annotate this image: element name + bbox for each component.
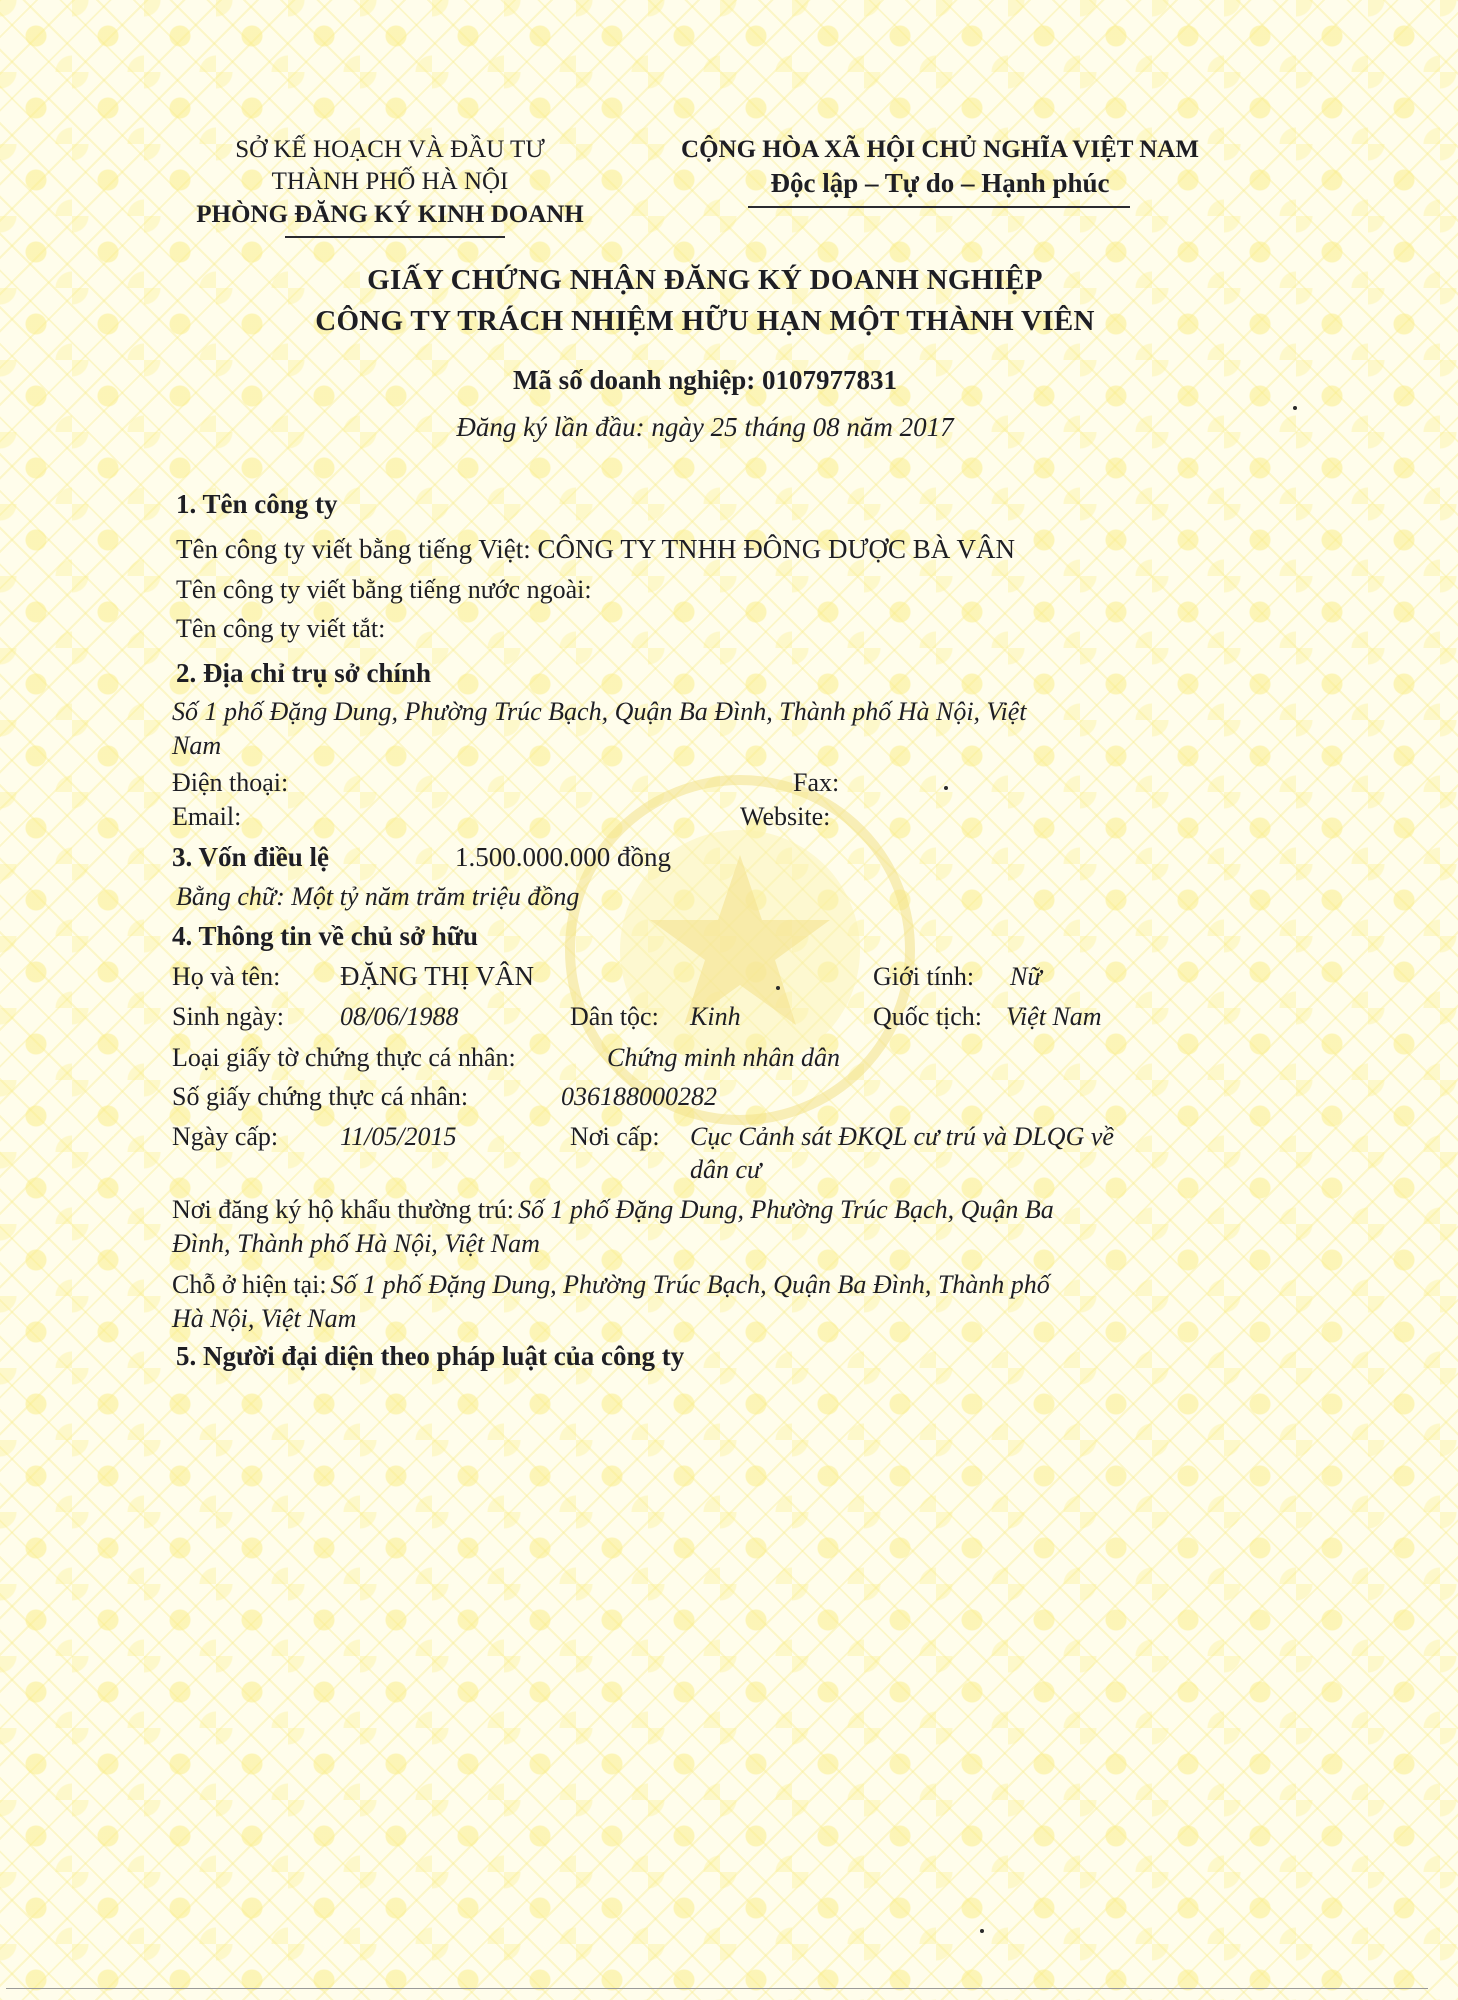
charter-capital-amount: 1.500.000.000 đồng bbox=[455, 842, 671, 872]
first-registration-date: Đăng ký lần đầu: ngày 25 tháng 08 năm 2017 bbox=[456, 412, 954, 442]
permanent-residence-line1: Số 1 phố Đặng Dung, Phường Trúc Bạch, Quận Ba bbox=[518, 1195, 1054, 1224]
website-label: Website: bbox=[740, 802, 831, 831]
current-residence bbox=[172, 1270, 1050, 1300]
section5-heading: 5. Người đại diện theo pháp luật của công ty bbox=[176, 1341, 685, 1371]
id-number-label: Số giấy chứng thực cá nhân: bbox=[172, 1082, 469, 1111]
current-residence-label: Chỗ ở hiện tại: bbox=[172, 1270, 327, 1299]
owner-name-label: Họ và tên: bbox=[172, 962, 281, 991]
scan-speck bbox=[1293, 406, 1297, 410]
company-name-foreign: Tên công ty viết bằng tiếng nước ngoài: bbox=[176, 575, 592, 604]
ethnicity-label: Dân tộc: bbox=[570, 1002, 659, 1031]
gender-label: Giới tính: bbox=[873, 962, 975, 991]
phone-label: Điện thoại: bbox=[172, 768, 289, 797]
scan-speck bbox=[776, 986, 780, 990]
issue-date-label: Ngày cấp: bbox=[172, 1122, 279, 1151]
company-name-short: Tên công ty viết tắt: bbox=[176, 614, 386, 643]
head-office-address-line1: Số 1 phố Đặng Dung, Phường Trúc Bạch, Quận Ba Đình, Thành phố Hà Nội, Việt bbox=[172, 697, 1027, 726]
gender-value: Nữ bbox=[1010, 962, 1042, 991]
header-left-underline bbox=[285, 236, 505, 238]
id-type-value: Chứng minh nhân dân bbox=[607, 1043, 841, 1072]
issue-place-line1: Cục Cảnh sát ĐKQL cư trú và DLQG về bbox=[690, 1122, 1114, 1151]
header-city: THÀNH PHỐ HÀ NỘI bbox=[271, 168, 509, 195]
permanent-residence-label: Nơi đăng ký hộ khẩu thường trú: bbox=[172, 1195, 514, 1224]
ethnicity-value: Kinh bbox=[690, 1002, 741, 1031]
header-republic: CỘNG HÒA XÃ HỘI CHỦ NGHĨA VIỆT NAM bbox=[681, 136, 1199, 163]
current-residence-line2: Hà Nội, Việt Nam bbox=[172, 1304, 357, 1333]
charter-capital-in-words: Bằng chữ: Một tỷ năm trăm triệu đồng bbox=[176, 882, 580, 911]
nationality-label: Quốc tịch: bbox=[873, 1002, 983, 1031]
permanent-residence-line2: Đình, Thành phố Hà Nội, Việt Nam bbox=[172, 1229, 540, 1258]
enterprise-code: Mã số doanh nghiệp: 0107977831 bbox=[512, 365, 898, 395]
owner-name-value: ĐẶNG THỊ VÂN bbox=[340, 961, 534, 991]
section3-heading: 3. Vốn điều lệ bbox=[172, 842, 330, 872]
section4-heading: 4. Thông tin về chủ sở hữu bbox=[172, 921, 479, 951]
head-office-address-line2: Nam bbox=[172, 731, 222, 760]
header-right-underline bbox=[748, 206, 1130, 208]
dob-label: Sinh ngày: bbox=[172, 1002, 284, 1031]
dob-value: 08/06/1988 bbox=[340, 1002, 459, 1031]
permanent-residence bbox=[172, 1195, 1054, 1225]
header-motto: Độc lập – Tự do – Hạnh phúc bbox=[770, 168, 1110, 198]
id-number-value: 036188000282 bbox=[561, 1082, 717, 1111]
document-title: GIẤY CHỨNG NHẬN ĐĂNG KÝ DOANH NGHIỆP bbox=[367, 264, 1043, 296]
fax-label: Fax: bbox=[793, 768, 840, 797]
nationality-value: Việt Nam bbox=[1006, 1002, 1102, 1031]
section2-heading: 2. Địa chỉ trụ sở chính bbox=[176, 658, 431, 688]
scan-speck bbox=[980, 1929, 984, 1933]
issue-place-label: Nơi cấp: bbox=[570, 1122, 660, 1151]
company-type: CÔNG TY TRÁCH NHIỆM HỮU HẠN MỘT THÀNH VIÊN bbox=[315, 305, 1095, 337]
header-office: PHÒNG ĐĂNG KÝ KINH DOANH bbox=[196, 201, 584, 228]
company-name-vietnamese: Tên công ty viết bằng tiếng Việt: CÔNG TY TNHH ĐÔNG DƯỢC BÀ VÂN bbox=[176, 534, 1016, 564]
issue-place-line2: dân cư bbox=[690, 1155, 762, 1184]
current-residence-line1: Số 1 phố Đặng Dung, Phường Trúc Bạch, Quận Ba Đình, Thành phố bbox=[330, 1270, 1050, 1299]
scan-bottom-edge bbox=[6, 1988, 1428, 1989]
issue-date-value: 11/05/2015 bbox=[340, 1122, 457, 1151]
id-type-label: Loại giấy tờ chứng thực cá nhân: bbox=[172, 1043, 516, 1072]
section1-heading: 1. Tên công ty bbox=[176, 489, 338, 519]
header-department: SỞ KẾ HOẠCH VÀ ĐẦU TƯ bbox=[235, 136, 545, 163]
scan-speck bbox=[944, 786, 948, 790]
email-label: Email: bbox=[172, 802, 242, 831]
